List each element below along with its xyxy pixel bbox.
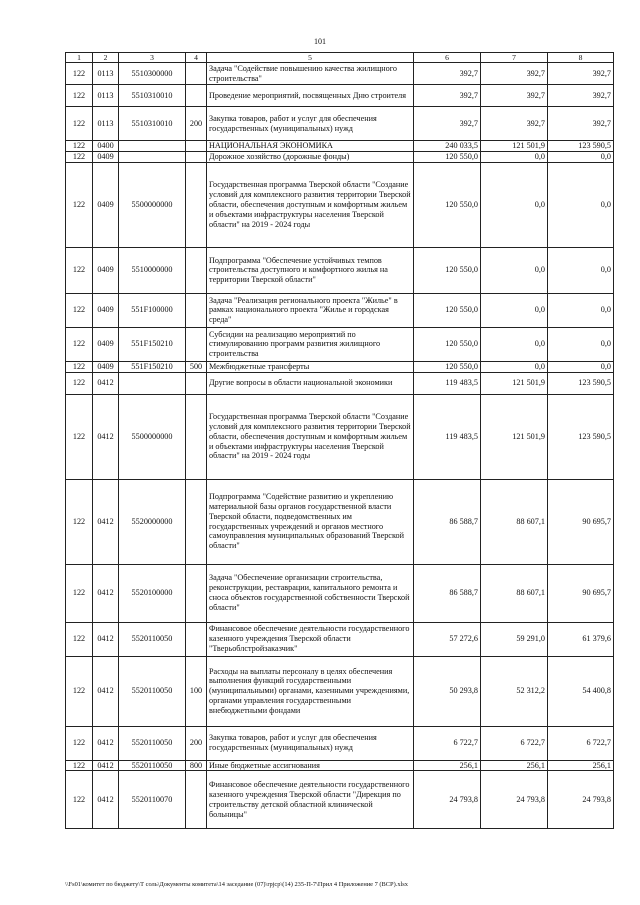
section-code-cell: 0409	[93, 151, 119, 162]
amount-year2-cell: 392,7	[481, 63, 548, 85]
amount-year1-cell: 86 588,7	[414, 479, 481, 564]
amount-year3-cell: 0,0	[548, 247, 614, 293]
section-code-cell: 0113	[93, 85, 119, 107]
amount-year2-cell: 88 607,1	[481, 564, 548, 622]
section-code-cell: 0409	[93, 293, 119, 327]
admin-code-cell: 122	[66, 151, 93, 162]
admin-code-cell: 122	[66, 394, 93, 479]
description-cell: Финансовое обеспечение деятельности государственного казенного учреждения Тверской области "Дирекция по строительству детской областной клинической больницы"	[207, 771, 414, 829]
amount-year2-cell: 52 312,2	[481, 656, 548, 726]
table-row	[66, 141, 614, 152]
table-row	[66, 771, 614, 829]
amount-year3-cell: 0,0	[548, 327, 614, 361]
expense-type-cell: 500	[186, 361, 207, 372]
description-cell: Межбюджетные трансферты	[207, 361, 414, 372]
amount-year2-cell: 0,0	[481, 151, 548, 162]
amount-year3-cell: 90 695,7	[548, 564, 614, 622]
header-row	[66, 53, 614, 63]
table-row	[66, 372, 614, 394]
expense-type-cell	[186, 479, 207, 564]
target-article-cell: 5520110050	[119, 726, 186, 760]
section-code-cell: 0409	[93, 361, 119, 372]
table-row	[66, 151, 614, 162]
target-article-cell: 551F150210	[119, 327, 186, 361]
admin-code-cell: 122	[66, 293, 93, 327]
description-cell: Закупка товаров, работ и услуг для обеспечения государственных (муниципальных) нужд	[207, 107, 414, 141]
description-cell: Государственная программа Тверской области "Создание условий для комплексного развития территории Тверской области, обеспечения доступным и комфортным жильем и объектами инфраструктуры населения Тверской области" на 2019 - 2024 годы	[207, 162, 414, 247]
amount-year2-cell: 392,7	[481, 85, 548, 107]
amount-year3-cell: 90 695,7	[548, 479, 614, 564]
expense-type-cell	[186, 372, 207, 394]
target-article-cell: 5520100000	[119, 564, 186, 622]
target-article-cell: 5510310010	[119, 85, 186, 107]
amount-year2-cell: 59 291,0	[481, 622, 548, 656]
table-row	[66, 564, 614, 622]
amount-year2-cell: 0,0	[481, 247, 548, 293]
amount-year2-cell: 0,0	[481, 162, 548, 247]
table-row	[66, 247, 614, 293]
expense-type-cell	[186, 162, 207, 247]
amount-year2-cell: 6 722,7	[481, 726, 548, 760]
section-code-cell: 0412	[93, 771, 119, 829]
description-cell: Подпрограмма "Содействие развитию и укреплению материальной базы органов государственной власти Тверской области, подведомственных им государственных учреждений и органов местного самоуправления муниципальных образований Тверской области"	[207, 479, 414, 564]
amount-year1-cell: 240 033,5	[414, 141, 481, 152]
expense-type-cell	[186, 141, 207, 152]
header-col-3: 3	[119, 53, 186, 63]
description-cell: Подпрограмма "Обеспечение устойчивых темпов строительства доступного и комфортного жилья на территории Тверской области"	[207, 247, 414, 293]
amount-year3-cell: 123 590,5	[548, 372, 614, 394]
admin-code-cell: 122	[66, 63, 93, 85]
amount-year2-cell: 0,0	[481, 293, 548, 327]
amount-year3-cell: 0,0	[548, 162, 614, 247]
target-article-cell: 5500000000	[119, 162, 186, 247]
description-cell: Задача "Реализация регионального проекта "Жилье" в рамках национального проекта "Жилье и городская среда"	[207, 293, 414, 327]
description-cell: Субсидии на реализацию мероприятий по стимулированию программ развития жилищного строительства	[207, 327, 414, 361]
table-row	[66, 726, 614, 760]
admin-code-cell: 122	[66, 361, 93, 372]
description-cell: Закупка товаров, работ и услуг для обеспечения государственных (муниципальных) нужд	[207, 726, 414, 760]
table-row	[66, 394, 614, 479]
target-article-cell: 5510300000	[119, 63, 186, 85]
target-article-cell: 5520110070	[119, 771, 186, 829]
section-code-cell: 0409	[93, 247, 119, 293]
section-code-cell: 0412	[93, 760, 119, 771]
expense-type-cell	[186, 247, 207, 293]
amount-year1-cell: 392,7	[414, 63, 481, 85]
admin-code-cell: 122	[66, 622, 93, 656]
section-code-cell: 0400	[93, 141, 119, 152]
expense-type-cell	[186, 394, 207, 479]
admin-code-cell: 122	[66, 760, 93, 771]
expense-type-cell	[186, 564, 207, 622]
admin-code-cell: 122	[66, 479, 93, 564]
amount-year3-cell: 392,7	[548, 63, 614, 85]
table-row	[66, 63, 614, 85]
admin-code-cell: 122	[66, 771, 93, 829]
section-code-cell: 0412	[93, 656, 119, 726]
amount-year1-cell: 120 550,0	[414, 162, 481, 247]
header-col-2: 2	[93, 53, 119, 63]
file-path-footer: \\Fs01\комитет по бюджету\Т соль\Документы комитета\14 заседание (07)\rpjcp\(14) 235-П-7\Прил 4 Приложение 7 (ВСР).xlsx	[65, 881, 408, 888]
target-article-cell	[119, 151, 186, 162]
section-code-cell: 0412	[93, 372, 119, 394]
amount-year1-cell: 256,1	[414, 760, 481, 771]
header-col-4: 4	[186, 53, 207, 63]
table-row	[66, 107, 614, 141]
description-cell: Иные бюджетные ассигнования	[207, 760, 414, 771]
amount-year1-cell: 120 550,0	[414, 293, 481, 327]
target-article-cell: 5510000000	[119, 247, 186, 293]
section-code-cell: 0412	[93, 479, 119, 564]
amount-year3-cell: 24 793,8	[548, 771, 614, 829]
amount-year3-cell: 0,0	[548, 151, 614, 162]
section-code-cell: 0113	[93, 63, 119, 85]
amount-year2-cell: 121 501,9	[481, 394, 548, 479]
expense-type-cell: 100	[186, 656, 207, 726]
description-cell: Задача "Содействие повышению качества жилищного строительства"	[207, 63, 414, 85]
amount-year1-cell: 86 588,7	[414, 564, 481, 622]
target-article-cell	[119, 141, 186, 152]
amount-year2-cell: 392,7	[481, 107, 548, 141]
amount-year3-cell: 256,1	[548, 760, 614, 771]
table-row	[66, 85, 614, 107]
target-article-cell	[119, 372, 186, 394]
amount-year1-cell: 24 793,8	[414, 771, 481, 829]
section-code-cell: 0412	[93, 726, 119, 760]
admin-code-cell: 122	[66, 141, 93, 152]
budget-table	[65, 52, 614, 829]
table-row	[66, 622, 614, 656]
admin-code-cell: 122	[66, 107, 93, 141]
amount-year3-cell: 61 379,6	[548, 622, 614, 656]
table-row	[66, 760, 614, 771]
amount-year3-cell: 123 590,5	[548, 394, 614, 479]
target-article-cell: 5520110050	[119, 656, 186, 726]
target-article-cell: 5520000000	[119, 479, 186, 564]
amount-year2-cell: 256,1	[481, 760, 548, 771]
amount-year3-cell: 392,7	[548, 107, 614, 141]
description-cell: Дорожное хозяйство (дорожные фонды)	[207, 151, 414, 162]
target-article-cell: 5510310010	[119, 107, 186, 141]
table-body	[66, 63, 614, 829]
section-code-cell: 0412	[93, 564, 119, 622]
section-code-cell: 0409	[93, 327, 119, 361]
amount-year3-cell: 0,0	[548, 293, 614, 327]
header-col-8: 8	[548, 53, 614, 63]
expense-type-cell	[186, 327, 207, 361]
table-header	[66, 53, 614, 63]
admin-code-cell: 122	[66, 656, 93, 726]
amount-year3-cell: 0,0	[548, 361, 614, 372]
description-cell: Задача "Обеспечение организации строительства, реконструкции, реставрации, капитального ремонта и сноса объектов государственной собственности Тверской области"	[207, 564, 414, 622]
amount-year2-cell: 121 501,9	[481, 141, 548, 152]
amount-year1-cell: 57 272,6	[414, 622, 481, 656]
target-article-cell: 5500000000	[119, 394, 186, 479]
amount-year3-cell: 123 590,5	[548, 141, 614, 152]
amount-year1-cell: 6 722,7	[414, 726, 481, 760]
description-cell: Расходы на выплаты персоналу в целях обеспечения выполнения функций государственными (муниципальными) органами, казенными учреждениями, органами управления государственными внебюджетными фондами	[207, 656, 414, 726]
expense-type-cell: 800	[186, 760, 207, 771]
description-cell: Государственная программа Тверской области "Создание условий для комплексного развития территории Тверской области, обеспечения доступным и комфортным жильем и объектами инфраструктуры населения Тверской области" на 2019 - 2024 годы	[207, 394, 414, 479]
amount-year3-cell: 54 400,8	[548, 656, 614, 726]
admin-code-cell: 122	[66, 327, 93, 361]
amount-year3-cell: 392,7	[548, 85, 614, 107]
target-article-cell: 5520110050	[119, 760, 186, 771]
amount-year2-cell: 0,0	[481, 327, 548, 361]
table-row	[66, 361, 614, 372]
description-cell: Финансовое обеспечение деятельности государственного казенного учреждения Тверской области "Тверьоблстройзаказчик"	[207, 622, 414, 656]
section-code-cell: 0412	[93, 394, 119, 479]
amount-year1-cell: 120 550,0	[414, 151, 481, 162]
target-article-cell: 551F100000	[119, 293, 186, 327]
admin-code-cell: 122	[66, 564, 93, 622]
header-col-1: 1	[66, 53, 93, 63]
expense-type-cell	[186, 771, 207, 829]
amount-year2-cell: 0,0	[481, 361, 548, 372]
expense-type-cell	[186, 622, 207, 656]
amount-year1-cell: 120 550,0	[414, 247, 481, 293]
amount-year1-cell: 119 483,5	[414, 394, 481, 479]
table-row	[66, 293, 614, 327]
expense-type-cell	[186, 63, 207, 85]
table-row	[66, 327, 614, 361]
expense-type-cell: 200	[186, 107, 207, 141]
expense-type-cell	[186, 293, 207, 327]
amount-year1-cell: 120 550,0	[414, 361, 481, 372]
description-cell: Другие вопросы в области национальной экономики	[207, 372, 414, 394]
description-cell: Проведение мероприятий, посвященных Дню строителя	[207, 85, 414, 107]
table-row	[66, 162, 614, 247]
expense-type-cell	[186, 85, 207, 107]
amount-year2-cell: 121 501,9	[481, 372, 548, 394]
page-number: 101	[314, 37, 326, 46]
table-row	[66, 656, 614, 726]
amount-year1-cell: 392,7	[414, 85, 481, 107]
admin-code-cell: 122	[66, 372, 93, 394]
amount-year1-cell: 120 550,0	[414, 327, 481, 361]
section-code-cell: 0409	[93, 162, 119, 247]
description-cell: НАЦИОНАЛЬНАЯ ЭКОНОМИКА	[207, 141, 414, 152]
amount-year2-cell: 88 607,1	[481, 479, 548, 564]
header-col-5: 5	[207, 53, 414, 63]
target-article-cell: 5520110050	[119, 622, 186, 656]
amount-year2-cell: 24 793,8	[481, 771, 548, 829]
amount-year3-cell: 6 722,7	[548, 726, 614, 760]
expense-type-cell	[186, 151, 207, 162]
target-article-cell: 551F150210	[119, 361, 186, 372]
admin-code-cell: 122	[66, 247, 93, 293]
amount-year1-cell: 50 293,8	[414, 656, 481, 726]
amount-year1-cell: 119 483,5	[414, 372, 481, 394]
header-col-7: 7	[481, 53, 548, 63]
header-col-6: 6	[414, 53, 481, 63]
expense-type-cell: 200	[186, 726, 207, 760]
section-code-cell: 0412	[93, 622, 119, 656]
amount-year1-cell: 392,7	[414, 107, 481, 141]
admin-code-cell: 122	[66, 85, 93, 107]
admin-code-cell: 122	[66, 726, 93, 760]
section-code-cell: 0113	[93, 107, 119, 141]
table-row	[66, 479, 614, 564]
admin-code-cell: 122	[66, 162, 93, 247]
